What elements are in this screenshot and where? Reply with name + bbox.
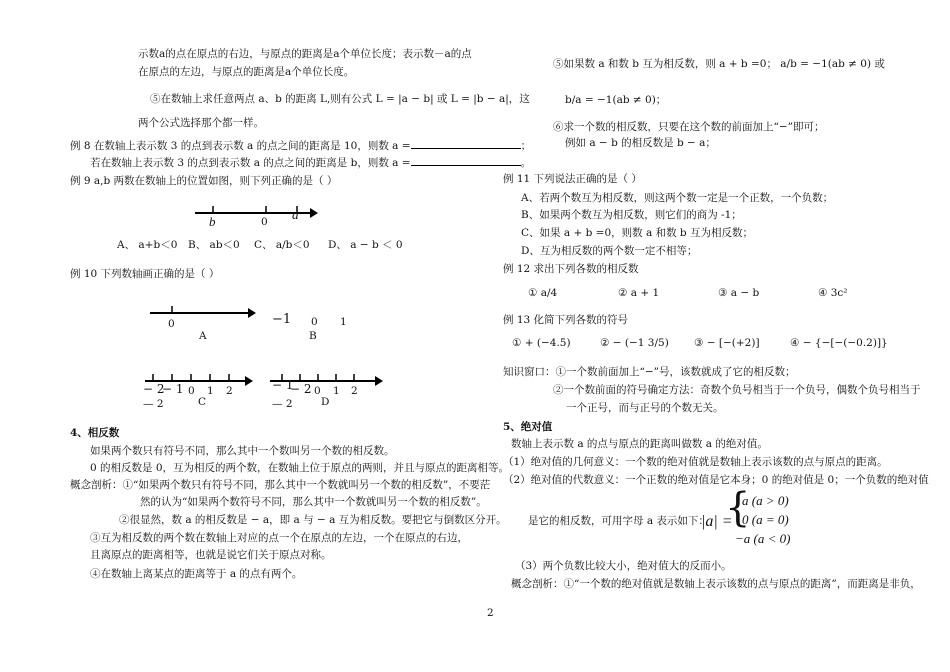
right-para-3: ⑥求一个数的相反数，只要在这个数的前面加上“−”即可；	[553, 121, 825, 133]
ex11-option-d: D、互为相反数的两个数一定不相等；	[521, 245, 698, 257]
axis-d-label-neg1: − 1	[272, 378, 294, 392]
ex11-option-c: C、如果 a + b =0，则数 a 和数 b 互为相反数；	[521, 227, 753, 239]
example-8b-text: 若在数轴上表示数 3 的点到表示数 a 的点之间的距离是 b，则数 a =	[90, 157, 411, 169]
example-8b: 若在数轴上表示数 3 的点到表示数 a 的点之间的距离是 b，则数 a = 。	[90, 157, 532, 169]
analysis-para-1: 概念剖析：①“如果两个数只有符号不同，那么其中一个数就叫另一个数的相反数”，不要茫	[70, 479, 491, 491]
axis-b-label-1: 1	[340, 316, 347, 328]
analysis-para-6: ④在数轴上离某点的距离等于 a 的点有两个。	[90, 568, 303, 580]
knowledge-window-1: 知识窗口：①一个数前面加上“−”号，该数就成了它的相反数；	[503, 366, 796, 378]
page-number: 2	[487, 607, 494, 619]
analysis-para-2: 然的认为“如果两个数符号不同，那么其中一个数就叫另一个数的相反数”。	[140, 496, 487, 508]
right-para-2: b/a = −1(ab ≠ 0)；	[565, 94, 667, 106]
para-line-1: 示数a的点在原点的右边，与原点的距离是a个单位长度；表示数－a的点	[138, 48, 472, 60]
axis-b-label-0: 0	[311, 316, 318, 328]
def-para-1: 如果两个数只有符号不同，那么其中一个数叫另一个数的相反数。	[90, 445, 395, 457]
ex12-item-1: ① a/4	[528, 287, 558, 299]
axis-d-label-1: 1	[333, 385, 340, 397]
abs-geometric: （1）绝对值的几何意义：一个数的绝对值就是数轴上表示该数的点与原点的距离。	[503, 456, 888, 468]
option-letter-d: D	[321, 396, 330, 408]
ex12-item-3: ③ a − b	[718, 287, 760, 299]
ex9-option-a: A、 a+b＜0	[117, 239, 178, 251]
axis-a-label-0: 0	[168, 318, 175, 330]
formula-line: ⑤在数轴上求任意两点 a、b 的距离 L,则有公式 L = |a − b| 或 L = |b − a|，这	[150, 93, 530, 105]
axis-c-label-0: 0	[188, 385, 195, 397]
para-line-4: 两个公式选择那个都一样。	[138, 117, 264, 129]
example-13: 例 13 化简下列各数的符号	[503, 314, 629, 326]
piece-case-3: −a (a < 0)	[735, 531, 791, 546]
abs-symbol: |a| =	[701, 513, 733, 530]
abs-def: 数轴上表示数 a 的点与原点的距离叫做数 a 的绝对值。	[511, 438, 768, 450]
analysis-para-4: ③互为相反数的两个数在数轴上对应的点一个在原点的左边，一个在原点的右边，	[90, 532, 468, 544]
section-4-heading: 4、相反数	[70, 427, 120, 439]
abs-compare: （3）两个负数比较大小，绝对值大的反而小。	[515, 560, 732, 572]
example-12: 例 12 求出下列各数的相反数	[503, 263, 639, 275]
piece-case-1: a (a > 0)	[742, 493, 789, 508]
ex9-label-a: a	[292, 207, 299, 222]
ex9-option-d: D、 a − b ＜ 0	[328, 239, 403, 251]
option-letter-a: A	[199, 330, 207, 342]
abs-algebraic: （2）绝对值的代数意义：一个正数的绝对值是它本身；0 的绝对值是 0；一个负数的绝对值	[503, 474, 929, 486]
axis-c-label-neg2: − 2	[143, 382, 165, 396]
ex9-option-b: B、 ab＜0	[188, 239, 240, 251]
ex11-option-b: B、如果两个数互为相反数，则它们的商为 -1；	[521, 209, 742, 221]
axis-c-label-2: 2	[226, 385, 233, 397]
axis-d-sub-label: — 2	[272, 398, 293, 410]
option-letter-b: B	[309, 330, 317, 342]
ex13-item-2: ② − (−1 3/5)	[600, 337, 669, 349]
def-para-2: 0 的相反数是 0，互为相反的两个数，在数轴上位于原点的两则，并且与原点的距离相等。	[90, 462, 510, 474]
axis-c-label-neg1: − 1	[162, 382, 184, 396]
knowledge-window-3: 一个正号，而与正号的个数无关。	[566, 402, 724, 414]
axis-b-label-neg1: −1	[272, 312, 292, 327]
right-para-4: 例如 a − b 的相反数是 b − a；	[565, 137, 716, 149]
para-line-2: 在原点的左边，与原点的距离是a个单位长度。	[138, 66, 355, 78]
ex11-option-a: A、若两个数互为相反数，则这两个数一定是一个正数，一个负数；	[521, 192, 834, 204]
ex9-label-0: 0	[261, 216, 268, 228]
knowledge-window-2: ②一个数前面的符号确定方法：奇数个负号相当于一个负号，偶数个负号相当于	[553, 384, 921, 396]
example-8a: 例 8 在数轴上表示数 3 的点到表示数 a 的点之间的距离是 10，则数 a = ；	[70, 140, 532, 152]
axis-d-label-0: 0	[314, 385, 321, 397]
option-letter-c: C	[198, 396, 207, 408]
abs-analysis: 概念剖析：①“一个数的绝对值就是数轴上表示该数的点与原点的距离”，而距离是非负，	[511, 578, 921, 590]
axis-d-label-2: 2	[351, 385, 358, 397]
abs-piecewise-intro: 是它的相反数，可用字母 a 表示如下：	[528, 515, 709, 527]
ex12-item-4: ④ 3c²	[818, 287, 848, 299]
axis-d-label-neg2: − 2	[290, 382, 312, 396]
example-10: 例 10 下列数轴画正确的是（ ）	[70, 268, 220, 280]
analysis-para-3: ②很显然，数 a 的相反数是 − a，即 a 与 − a 互为相反数。要把它与倒数区分开。	[119, 514, 507, 526]
ex13-item-3: ③ − [−(+2)]	[694, 337, 760, 349]
right-para-1: ⑤如果数 a 和数 b 互为相反数，则 a + b =0； a/b = −1(ab ≠ 0) 或	[553, 58, 885, 70]
piece-case-2: 0 (a = 0)	[742, 512, 789, 527]
ex9-label-b: b	[209, 214, 216, 229]
ex9-arrow	[310, 208, 318, 218]
ex13-item-1: ① + (−4.5)	[512, 337, 571, 349]
axis-c-sub-label: — 2	[143, 398, 164, 410]
piecewise-brace: {	[725, 485, 751, 531]
analysis-para-5: 且离原点的距离相等，也就是说它们关于原点对称。	[90, 549, 332, 561]
example-8a-text: 例 8 在数轴上表示数 3 的点到表示数 a 的点之间的距离是 10，则数 a =	[70, 140, 411, 152]
ex13-item-4: ④ − {−[−(−0.2)]}	[790, 337, 888, 349]
axis-c-label-1: 1	[207, 385, 214, 397]
section-5-heading: 5、绝对值	[503, 421, 553, 433]
example-9: 例 9 a,b 两数在数轴上的位置如图，则下列正确的是（ ）	[70, 175, 338, 187]
example-11: 例 11 下列说法正确的是（ ）	[503, 173, 642, 185]
ex9-option-c: C、 a/b＜0	[254, 239, 310, 251]
ex12-item-2: ② a + 1	[618, 287, 660, 299]
